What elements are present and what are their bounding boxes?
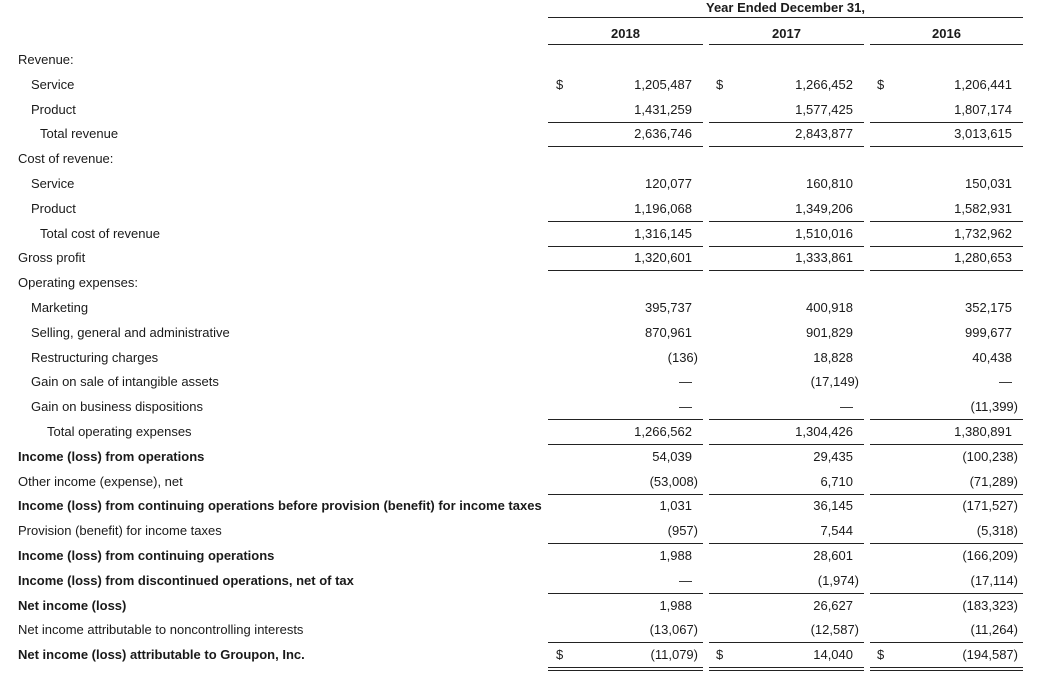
row-label-restructuring-charges: Restructuring charges bbox=[31, 350, 159, 365]
total-rule bbox=[870, 146, 1023, 147]
row-label-total-revenue: Total revenue bbox=[40, 126, 119, 141]
row-label-gain-on-sale-of-intangible-assets: Gain on sale of intangible assets bbox=[31, 374, 219, 389]
total-rule bbox=[548, 667, 703, 668]
row-label-gain-on-business-dispositions: Gain on business dispositions bbox=[31, 399, 203, 414]
total-rule bbox=[709, 667, 864, 668]
total-rule bbox=[548, 419, 703, 420]
value-cell-2017: 1,510,016 bbox=[795, 226, 853, 241]
year-header-2016: 2016 bbox=[932, 26, 961, 41]
total-rule bbox=[709, 146, 864, 147]
currency-symbol: $ bbox=[556, 77, 564, 92]
currency-symbol: $ bbox=[716, 77, 724, 92]
total-rule bbox=[870, 670, 1023, 671]
value-cell-2017: 1,577,425 bbox=[795, 102, 853, 117]
value-cell-2017: (1,974) bbox=[817, 573, 859, 588]
total-rule bbox=[870, 221, 1023, 222]
total-rule bbox=[709, 270, 864, 271]
value-cell-2018: 2,636,746 bbox=[634, 126, 692, 141]
row-label-gross-profit: Gross profit bbox=[18, 250, 86, 265]
currency-symbol: $ bbox=[877, 77, 885, 92]
value-cell-2018: 1,320,601 bbox=[634, 250, 692, 265]
value-cell-2017: 14,040 bbox=[813, 647, 853, 662]
value-cell-2017: 160,810 bbox=[806, 176, 853, 191]
value-cell-2018: — bbox=[679, 399, 692, 414]
row-label-service: Service bbox=[31, 77, 75, 92]
total-rule bbox=[709, 246, 864, 247]
total-rule bbox=[709, 670, 864, 671]
value-cell-2018: 1,988 bbox=[659, 548, 692, 563]
row-label-net-income-loss-attributable-to-groupon-inc: Net income (loss) attributable to Groupon, Inc. bbox=[18, 647, 305, 662]
value-cell-2018: (11,079) bbox=[650, 647, 698, 662]
value-cell-2016: — bbox=[999, 374, 1012, 389]
value-cell-2018: 1,031 bbox=[659, 498, 692, 513]
row-label-total-operating-expenses: Total operating expenses bbox=[47, 424, 192, 439]
value-cell-2018: (957) bbox=[667, 523, 698, 538]
total-rule bbox=[709, 494, 864, 495]
value-cell-2017: 18,828 bbox=[813, 350, 853, 365]
value-cell-2018: 395,737 bbox=[645, 300, 692, 315]
total-rule bbox=[709, 221, 864, 222]
value-cell-2017: (12,587) bbox=[810, 622, 859, 637]
total-rule bbox=[548, 146, 703, 147]
total-rule bbox=[709, 419, 864, 420]
row-label-net-income-loss: Net income (loss) bbox=[18, 598, 127, 613]
total-rule bbox=[548, 670, 703, 671]
total-rule bbox=[870, 667, 1023, 668]
total-rule bbox=[709, 593, 864, 594]
total-rule bbox=[548, 444, 703, 445]
total-rule bbox=[870, 246, 1023, 247]
total-rule bbox=[709, 122, 864, 123]
value-cell-2016: 1,280,653 bbox=[954, 250, 1012, 265]
value-cell-2018: 1,988 bbox=[659, 598, 692, 613]
value-cell-2017: 28,601 bbox=[813, 548, 853, 563]
value-cell-2016: (183,323) bbox=[962, 598, 1018, 613]
value-cell-2016: 999,677 bbox=[965, 325, 1012, 340]
total-rule bbox=[870, 642, 1023, 643]
year-header-rule-2017 bbox=[709, 44, 864, 45]
value-cell-2016: 1,582,931 bbox=[954, 201, 1012, 216]
row-label-income-loss-from-continuing-operations: Income (loss) from continuing operations bbox=[18, 548, 275, 563]
period-header: Year Ended December 31, bbox=[706, 0, 865, 15]
row-label-income-loss-from-continuing-operations-before-provision-benefit-for-income-taxes: Income (loss) from continuing operations before provision (benefit) for income taxes bbox=[18, 498, 542, 513]
value-cell-2018: 1,316,145 bbox=[634, 226, 692, 241]
value-cell-2016: (17,114) bbox=[970, 573, 1018, 588]
year-header-rule-2016 bbox=[870, 44, 1023, 45]
value-cell-2016: (11,399) bbox=[970, 399, 1018, 414]
total-rule bbox=[709, 444, 864, 445]
value-cell-2017: 1,349,206 bbox=[795, 201, 853, 216]
row-label-service: Service bbox=[31, 176, 75, 191]
value-cell-2018: (136) bbox=[667, 350, 698, 365]
row-label-total-cost-of-revenue: Total cost of revenue bbox=[40, 226, 160, 241]
value-cell-2016: 40,438 bbox=[972, 350, 1012, 365]
year-header-2017: 2017 bbox=[772, 26, 801, 41]
value-cell-2017: 1,304,426 bbox=[795, 424, 853, 439]
value-cell-2016: (11,264) bbox=[970, 622, 1018, 637]
value-cell-2017: 901,829 bbox=[806, 325, 853, 340]
total-rule bbox=[548, 494, 703, 495]
total-rule bbox=[870, 593, 1023, 594]
row-label-cost-of-revenue: Cost of revenue: bbox=[18, 151, 114, 166]
total-rule bbox=[709, 543, 864, 544]
value-cell-2018: 1,196,068 bbox=[634, 201, 692, 216]
total-rule bbox=[548, 593, 703, 594]
value-cell-2018: (53,008) bbox=[649, 474, 698, 489]
total-rule bbox=[870, 494, 1023, 495]
value-cell-2017: 6,710 bbox=[820, 474, 853, 489]
period-header-rule bbox=[548, 17, 1023, 18]
value-cell-2018: (13,067) bbox=[649, 622, 698, 637]
total-rule bbox=[709, 642, 864, 643]
row-label-income-loss-from-operations: Income (loss) from operations bbox=[18, 449, 205, 464]
row-label-other-income-expense-net: Other income (expense), net bbox=[18, 474, 183, 489]
total-rule bbox=[870, 444, 1023, 445]
value-cell-2018: — bbox=[679, 573, 692, 588]
currency-symbol: $ bbox=[556, 647, 564, 662]
value-cell-2016: (71,289) bbox=[969, 474, 1018, 489]
row-label-marketing: Marketing bbox=[31, 300, 89, 315]
total-rule bbox=[548, 270, 703, 271]
row-label-income-loss-from-discontinued-operations-net-of-tax: Income (loss) from discontinued operations, net of tax bbox=[18, 573, 354, 588]
total-rule bbox=[870, 543, 1023, 544]
value-cell-2016: 3,013,615 bbox=[954, 126, 1012, 141]
value-cell-2016: 1,732,962 bbox=[954, 226, 1012, 241]
value-cell-2016: (5,318) bbox=[976, 523, 1018, 538]
row-label-revenue: Revenue: bbox=[18, 52, 74, 67]
value-cell-2016: (166,209) bbox=[962, 548, 1018, 563]
value-cell-2017: 7,544 bbox=[820, 523, 853, 538]
total-rule bbox=[548, 642, 703, 643]
value-cell-2016: 352,175 bbox=[965, 300, 1012, 315]
value-cell-2018: 870,961 bbox=[645, 325, 692, 340]
currency-symbol: $ bbox=[716, 647, 724, 662]
value-cell-2016: 1,807,174 bbox=[954, 102, 1012, 117]
year-header-rule-2018 bbox=[548, 44, 703, 45]
value-cell-2017: — bbox=[840, 399, 853, 414]
value-cell-2016: 1,206,441 bbox=[954, 77, 1012, 92]
value-cell-2017: 1,333,861 bbox=[795, 250, 853, 265]
row-label-provision-benefit-for-income-taxes: Provision (benefit) for income taxes bbox=[18, 523, 222, 538]
value-cell-2017: (17,149) bbox=[810, 374, 859, 389]
row-label-net-income-attributable-to-noncontrolling-interests: Net income attributable to noncontrolling interests bbox=[18, 622, 304, 637]
total-rule bbox=[548, 246, 703, 247]
value-cell-2018: 1,266,562 bbox=[634, 424, 692, 439]
total-rule bbox=[870, 270, 1023, 271]
value-cell-2016: (100,238) bbox=[962, 449, 1018, 464]
value-cell-2017: 2,843,877 bbox=[795, 126, 853, 141]
year-header-2018: 2018 bbox=[611, 26, 640, 41]
value-cell-2016: 150,031 bbox=[965, 176, 1012, 191]
value-cell-2018: 1,205,487 bbox=[634, 77, 692, 92]
row-label-product: Product bbox=[31, 102, 76, 117]
total-rule bbox=[548, 221, 703, 222]
row-label-product: Product bbox=[31, 201, 76, 216]
value-cell-2017: 36,145 bbox=[813, 498, 853, 513]
value-cell-2017: 29,435 bbox=[813, 449, 853, 464]
total-rule bbox=[548, 543, 703, 544]
value-cell-2016: 1,380,891 bbox=[954, 424, 1012, 439]
value-cell-2018: 54,039 bbox=[652, 449, 692, 464]
value-cell-2017: 26,627 bbox=[813, 598, 853, 613]
total-rule bbox=[870, 419, 1023, 420]
value-cell-2018: 120,077 bbox=[645, 176, 692, 191]
value-cell-2017: 1,266,452 bbox=[795, 77, 853, 92]
total-rule bbox=[548, 122, 703, 123]
row-label-selling-general-and-administrative: Selling, general and administrative bbox=[31, 325, 230, 340]
value-cell-2018: 1,431,259 bbox=[634, 102, 692, 117]
value-cell-2016: (194,587) bbox=[962, 647, 1018, 662]
total-rule bbox=[870, 122, 1023, 123]
row-label-operating-expenses: Operating expenses: bbox=[18, 275, 138, 290]
value-cell-2018: — bbox=[679, 374, 692, 389]
value-cell-2016: (171,527) bbox=[962, 498, 1018, 513]
currency-symbol: $ bbox=[877, 647, 885, 662]
value-cell-2017: 400,918 bbox=[806, 300, 853, 315]
